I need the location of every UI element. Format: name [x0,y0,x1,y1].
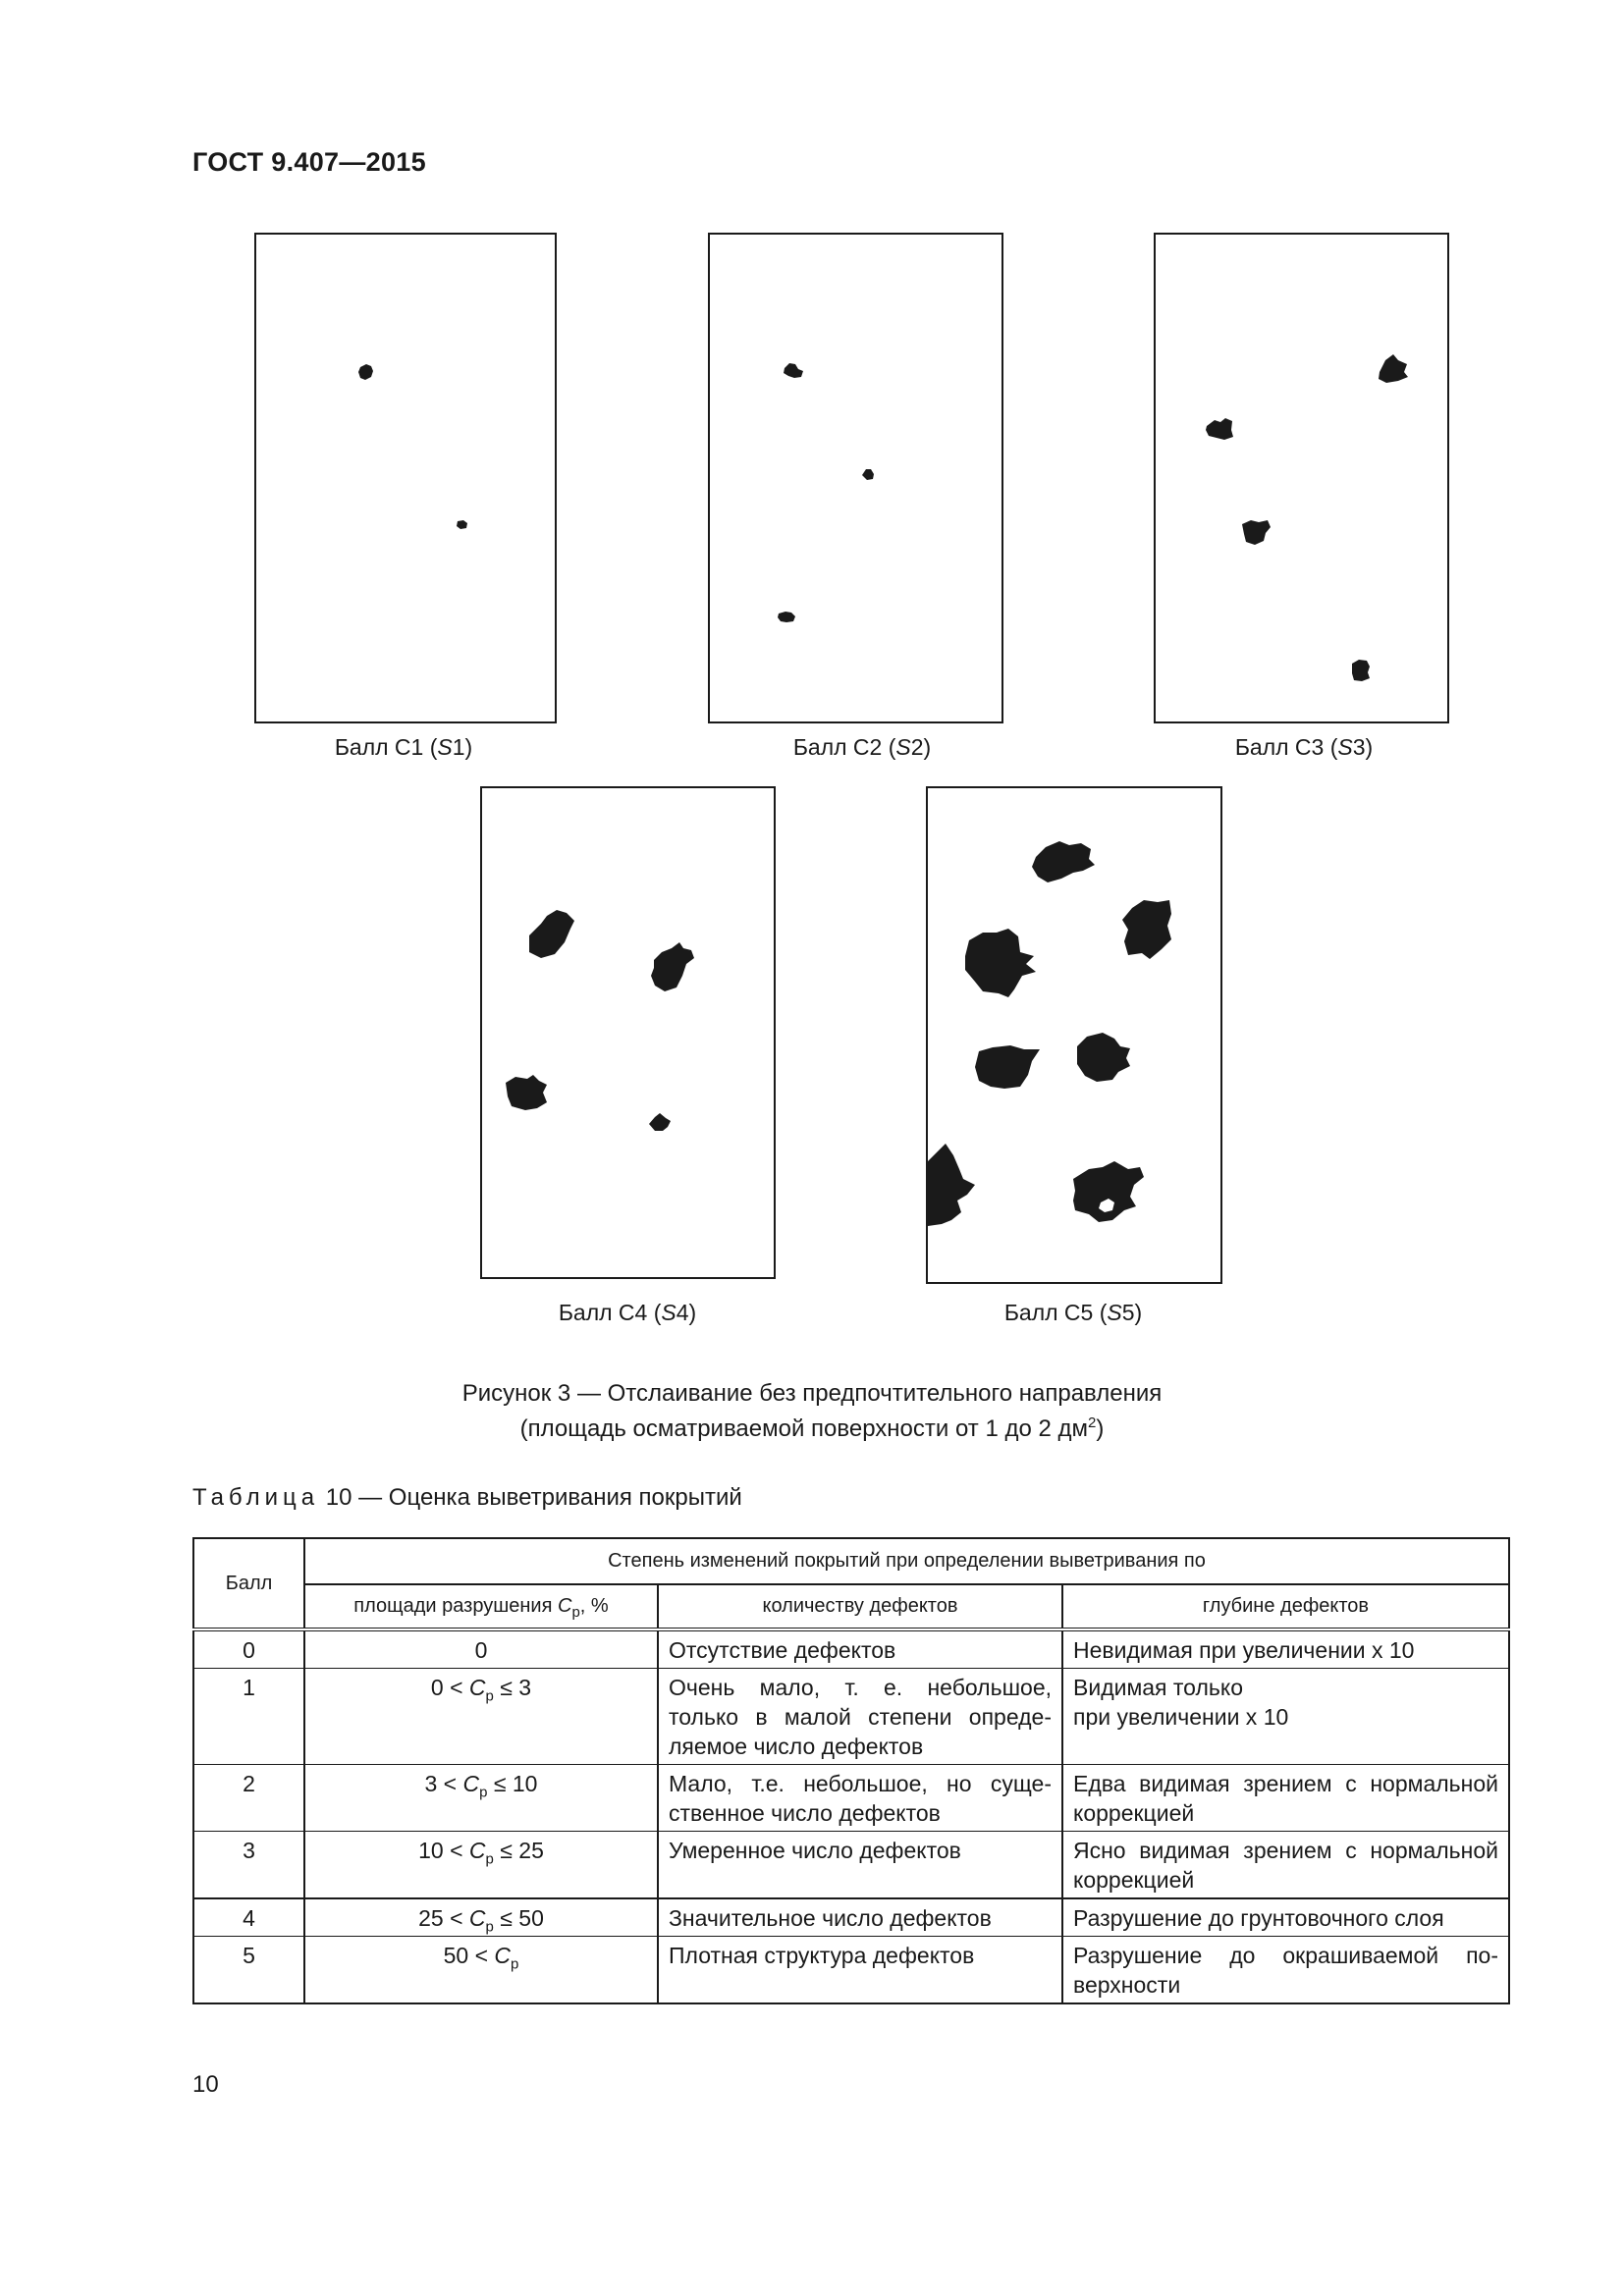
defect-spot [457,520,467,529]
defect-spot [529,910,574,958]
cell-ball: 1 [193,1669,304,1765]
cell-area: $3 < C_р \le 10$ [304,1765,658,1832]
cell-area: $10 < C_р \le 25$ [304,1832,658,1899]
defect-spot [1077,1033,1130,1082]
defect-pattern-s3 [1156,235,1447,721]
defect-spot [358,364,373,380]
cell-depth: Невидимая при увеличении х 10 [1062,1629,1509,1669]
defect-pattern-s5 [928,788,1220,1282]
figure-panel-s5 [926,786,1222,1284]
defect-spot [1206,418,1233,440]
table-row [193,1832,1509,1899]
cell-area: $0 < C_р \le 3$ [304,1669,658,1765]
panel-caption-s5: Балл С5 (S5) [1003,1300,1143,1325]
col-header-depth: глубине дефектов [1062,1584,1509,1629]
cell-count: Значительное число дефектов [658,1898,1062,1937]
cell-ball: 5 [193,1937,304,2004]
panel-caption-s1: Балл С1 (S1) [334,734,473,760]
defect-spot [506,1075,547,1110]
figure-caption [295,1376,1329,1447]
table-title: Таблица 10 — Оценка выветривания покрытий [192,1484,742,1511]
defect-spot [778,612,795,622]
defect-spot [651,942,694,991]
page-number: 10 [192,2071,219,2098]
table-row [193,1765,1509,1832]
defect-pattern-s2 [710,235,1001,721]
defect-spot [1122,900,1171,959]
figure-panel-s1 [254,233,557,723]
figure-panel-s3 [1154,233,1449,723]
panel-caption-s3: Балл С3 (S3) [1234,734,1374,760]
defect-spot [928,1144,975,1226]
defect-spot [1379,354,1408,383]
defect-spot [1352,660,1370,681]
table-row [193,1898,1509,1937]
defect-spot [965,929,1036,997]
cell-count: Отсутствие дефектов [658,1629,1062,1669]
col-header-count: количеству дефектов [658,1584,1062,1629]
group-header: Степень изменений покрытий при определении выветривания по [304,1538,1509,1584]
figure-caption-line1: Рисунок 3 — Отслаивание без предпочтительного направления [461,1380,1163,1407]
defect-pattern-s4 [482,788,774,1277]
document-header: ГОСТ 9.407—2015 [192,147,426,177]
cell-depth: Разрушение до грунтовочного слоя [1062,1898,1509,1937]
cell-area: $50 < C_р$ [304,1937,658,2004]
defect-spot [1073,1161,1144,1222]
cell-ball: 2 [193,1765,304,1832]
cell-area: $25 < C_р \le 50$ [304,1898,658,1937]
defect-spot [1242,520,1271,545]
defect-spot [649,1113,671,1131]
cell-count: Плотная структура дефектов [658,1937,1062,2004]
table-row [193,1937,1509,2004]
cell-depth: Видимая только при увеличении х 10 [1062,1669,1509,1765]
defect-spot [1032,841,1095,882]
defect-spot [975,1045,1040,1089]
weathering-table [192,1537,1510,2004]
figure-panel-s4 [480,786,776,1279]
defect-spot [784,363,803,378]
cell-count: Очень мало, т. е. небольшое, только в малой степени определяемое число дефектов [658,1669,1062,1765]
col-header-area: площади разрушения $C_р$, % [304,1584,658,1629]
figure-panel-s2 [708,233,1003,723]
table-row [193,1669,1509,1765]
cell-count: Мало, т.е. небольшое, но существенное число дефектов [658,1765,1062,1832]
cell-depth: Ясно видимая зрением с нормальной коррекцией [1062,1832,1509,1899]
defect-pattern-s1 [256,235,555,721]
cell-ball: 3 [193,1832,304,1899]
col-header-ball: Балл [193,1538,304,1629]
cell-ball: 4 [193,1898,304,1937]
cell-area: 0 [304,1629,658,1669]
table-row [193,1629,1509,1669]
cell-ball: 0 [193,1629,304,1669]
panel-caption-s2: Балл С2 (S2) [792,734,932,760]
cell-depth: Разрушение до окрашиваемой поверхности [1062,1937,1509,2004]
panel-caption-s4: Балл С4 (S4) [558,1300,697,1325]
cell-count: Умеренное число дефектов [658,1832,1062,1899]
figure-caption-line2: (площадь осматриваемой поверхности от 1 до 2 $дм^2$) [519,1415,1105,1442]
cell-depth: Едва видимая зрением с нормальной коррекцией [1062,1765,1509,1832]
defect-spot [862,469,874,480]
